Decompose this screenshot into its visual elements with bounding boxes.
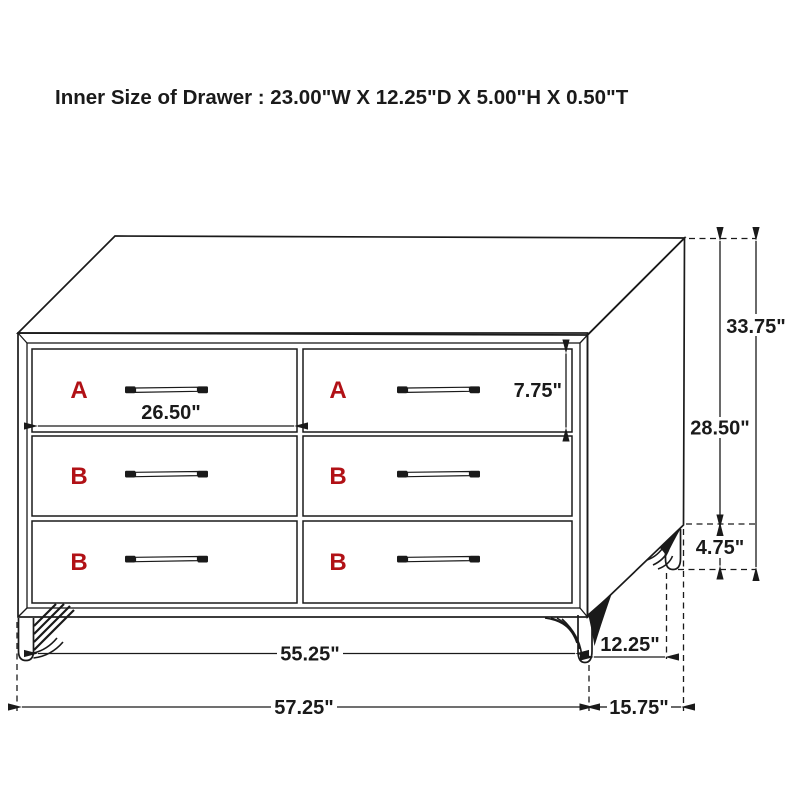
drawer-label-bottom-right: B	[329, 549, 347, 576]
drawer-label-middle-left: B	[70, 463, 88, 490]
front-left-leg	[19, 604, 75, 661]
dim-overall-height	[723, 241, 790, 567]
drawer-label-top-right: A	[329, 377, 347, 404]
dresser-drawing	[18, 236, 685, 663]
diagram-title: Inner Size of Drawer : 23.00"W X 12.25"D X 5.00"H X 0.50"T	[55, 86, 629, 109]
dim-label: 12.25"	[600, 634, 660, 656]
dim-label: 4.75"	[695, 537, 745, 559]
dim-label: 28.50"	[690, 417, 750, 440]
drawer-label-top-left: A	[70, 377, 88, 404]
drawer-label-bottom-left: B	[70, 549, 88, 576]
dim-overall-width	[22, 697, 586, 720]
dim-label: 57.25"	[274, 697, 334, 719]
dim-case-height	[687, 241, 753, 522]
dim-label: 33.75"	[726, 316, 786, 338]
dim-leg-span-width	[38, 643, 575, 666]
dim-overall-depth	[594, 697, 682, 719]
drawer-label-middle-right: B	[329, 463, 347, 490]
dim-leg-height	[696, 529, 744, 566]
dim-label: 7.75"	[513, 380, 562, 402]
top-face	[18, 236, 685, 335]
back-right-leg	[647, 528, 681, 570]
dim-label: 26.50"	[141, 402, 201, 424]
dim-label: 55.25"	[280, 643, 340, 666]
dim-leg-span-depth	[594, 634, 665, 657]
dim-label: 15.75"	[609, 697, 669, 719]
